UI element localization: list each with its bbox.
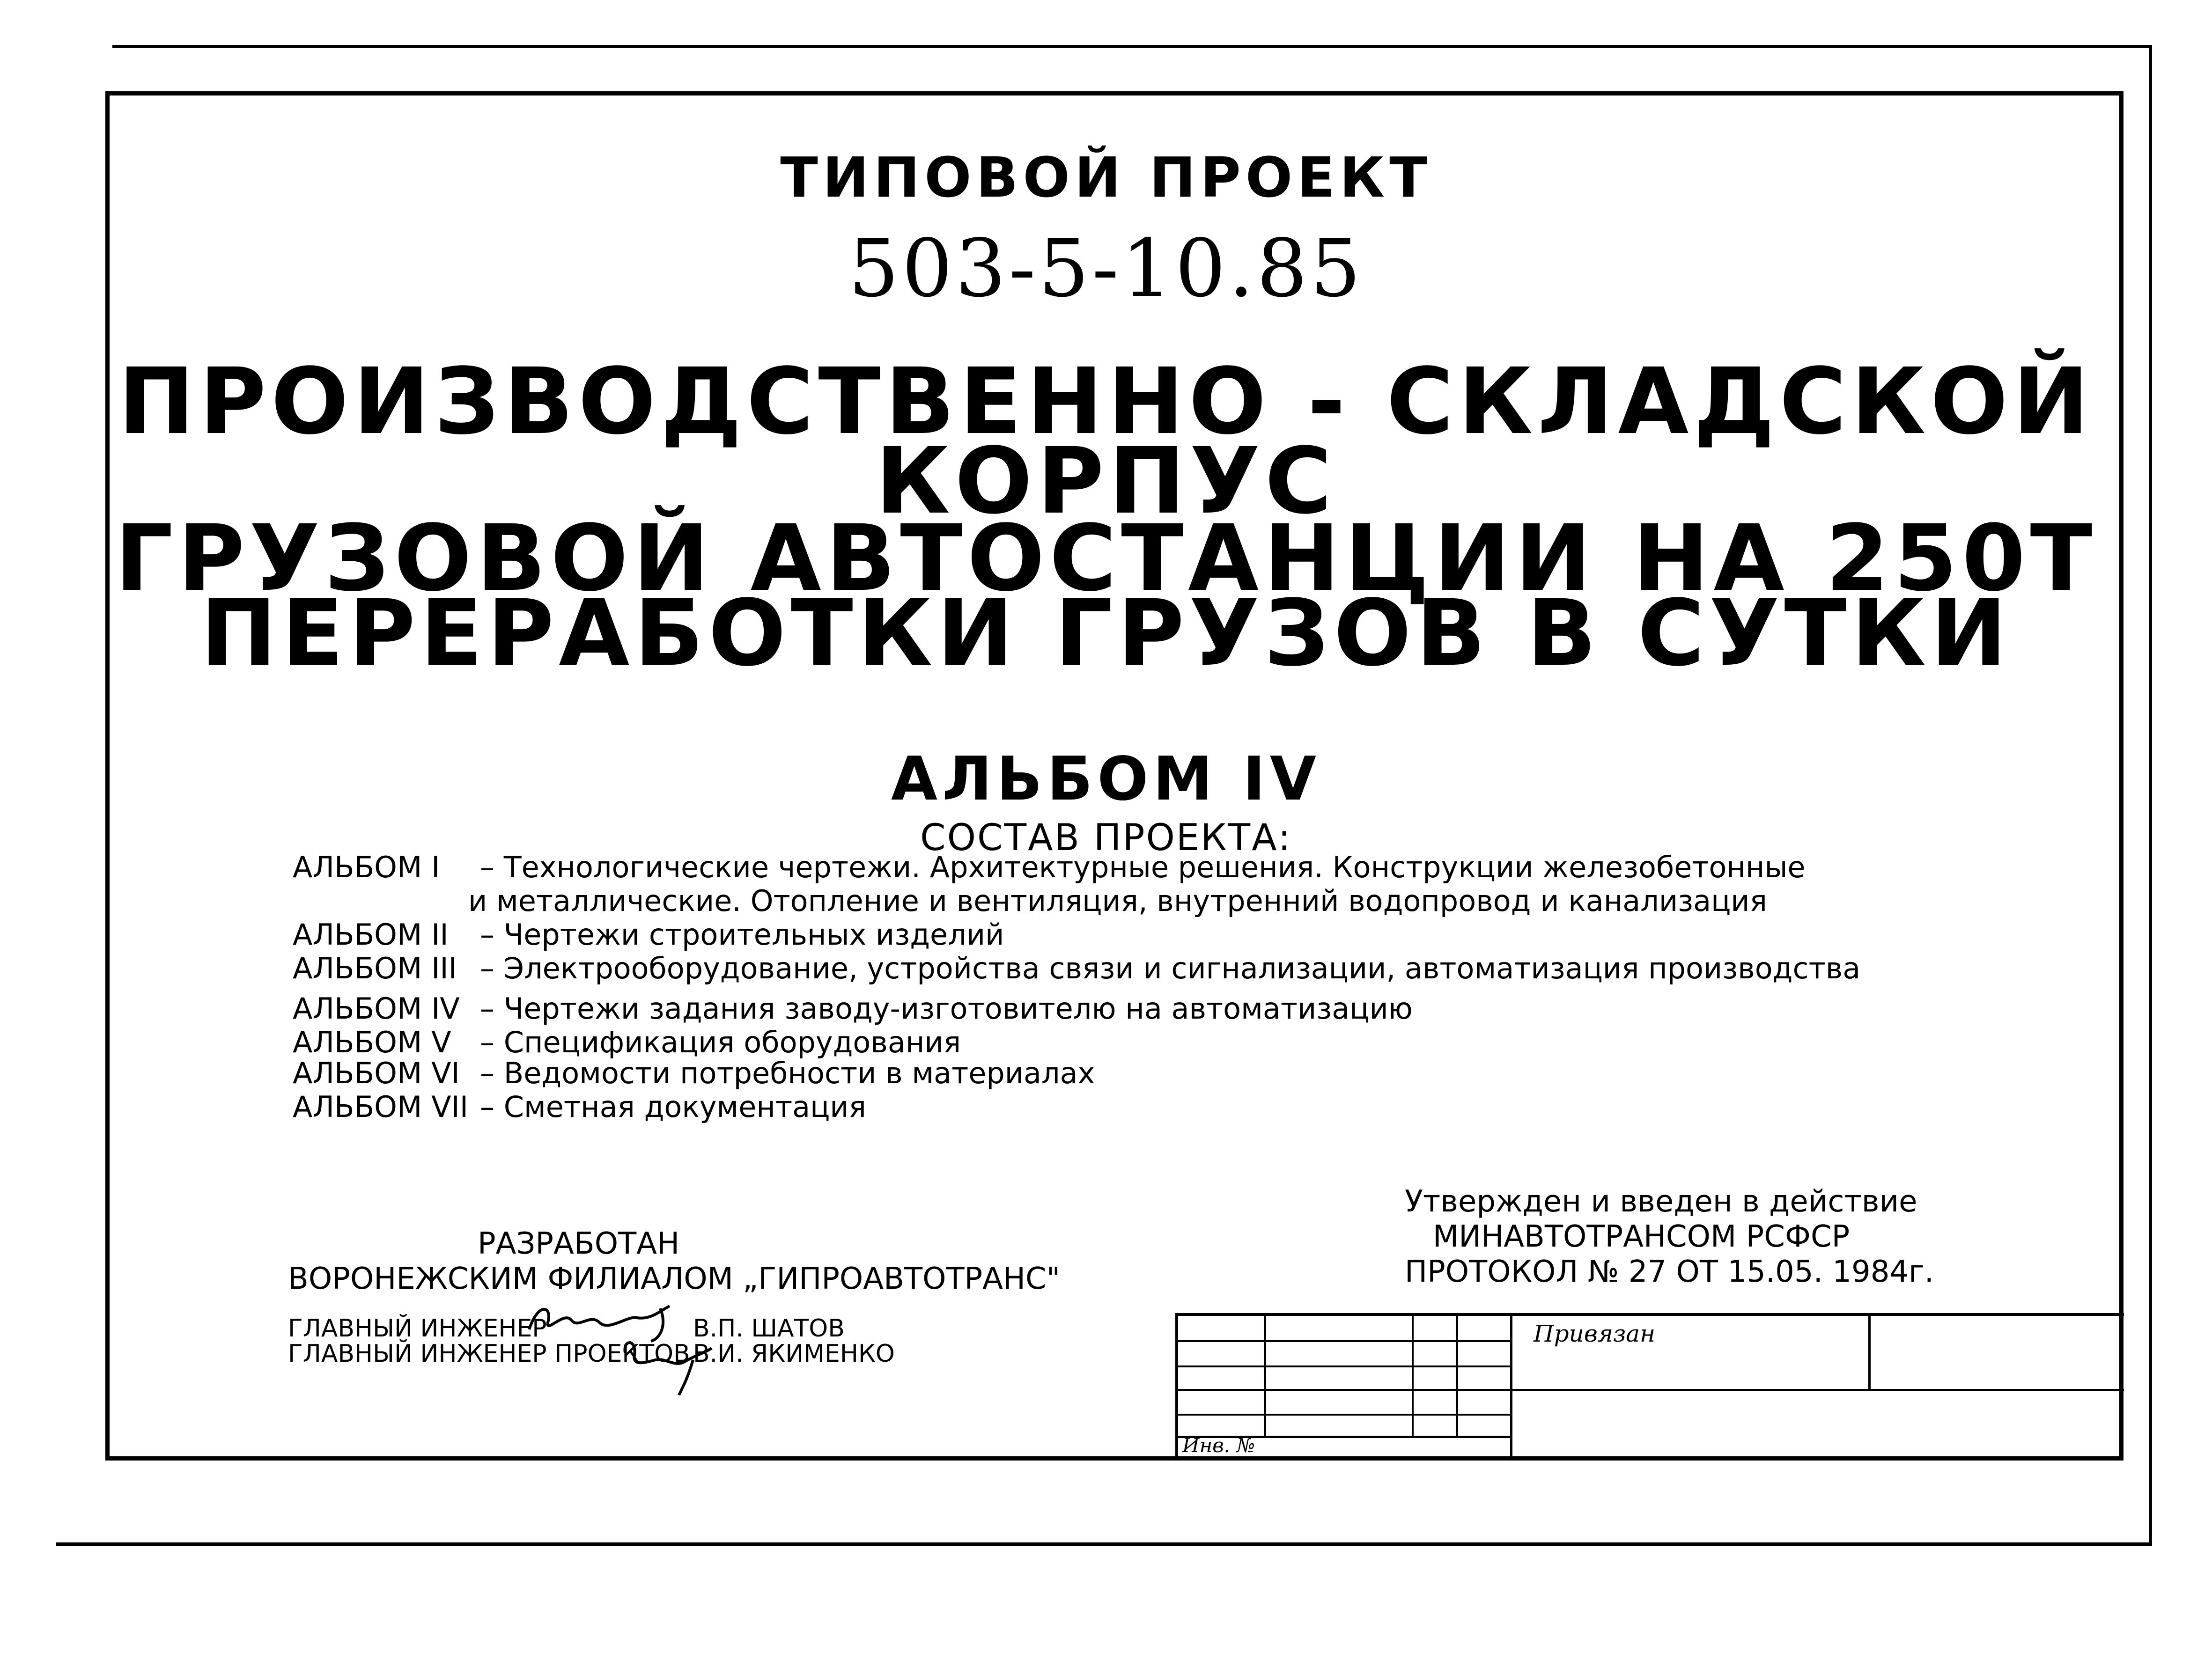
project-number: 503-5-10.85 — [848, 222, 1364, 315]
developer-heading: РАЗРАБОТАН — [478, 1226, 680, 1261]
composition-text: – Чертежи строительных изделий — [480, 918, 1004, 952]
composition-item — [293, 1090, 866, 1124]
approval-protocol: ПРОТОКОЛ № 27 ОТ 15.05. 1984г. — [1405, 1255, 1934, 1289]
composition-album: АЛЬБОМ I — [293, 850, 440, 884]
composition-album: АЛЬБОМ VI — [293, 1056, 460, 1090]
stamp-attached-label: Привязан — [1534, 1320, 1656, 1347]
stamp-inventory-label: Инв. № — [1182, 1434, 1255, 1457]
title-line-3: ГРУЗОВОЙ АВТОСТАНЦИИ НА 250Т — [115, 505, 2097, 611]
composition-album: АЛЬБОМ III — [293, 951, 457, 985]
composition-item — [293, 1025, 961, 1059]
approval-line-2: МИНАВТОТРАНСОМ РСФСР — [1433, 1219, 1850, 1254]
composition-text: – Сметная документация — [480, 1090, 866, 1124]
composition-item — [293, 850, 1806, 884]
title-line-2: КОРПУС — [875, 428, 1337, 534]
page-bottom-rule — [56, 1542, 2152, 1546]
signature-yakimenko — [618, 1334, 726, 1400]
page-top-rule — [112, 45, 2149, 48]
chief-project-engineer-name: В.И. ЯКИМЕНКО — [693, 1340, 895, 1368]
chief-project-engineer-role: ГЛАВНЫЙ ИНЖЕНЕР ПРОЕКТОВ — [288, 1340, 690, 1368]
composition-item — [293, 991, 1413, 1026]
composition-text: – Ведомости потребности в материалах — [480, 1056, 1095, 1090]
composition-heading: СОСТАВ ПРОЕКТА: — [920, 817, 1292, 859]
developer-organization: ВОРОНЕЖСКИМ ФИЛИАЛОМ „ГИПРОАВТОТРАНС" — [288, 1262, 1061, 1296]
album-title: АЛЬБОМ IV — [891, 744, 1321, 814]
composition-album: АЛЬБОМ IV — [293, 991, 460, 1026]
composition-item — [293, 951, 1861, 985]
composition-text: – Чертежи задания заводу-изготовителю на автоматизацию — [480, 991, 1413, 1026]
composition-album: АЛЬБОМ II — [293, 918, 449, 952]
composition-text: – Технологические чертежи. Архитектурные решения. Конструкции железобетонные — [480, 850, 1806, 884]
composition-item — [293, 918, 1004, 952]
chief-engineer-role: ГЛАВНЫЙ ИНЖЕНЕР — [288, 1314, 547, 1343]
title-line-4: ПЕРЕРАБОТКИ ГРУЗОВ В СУТКИ — [200, 580, 2012, 686]
composition-text: – Электрооборудование, устройства связи и сигнализации, автоматизация производства — [480, 951, 1861, 985]
approval-line-1: Утвержден и введен в действие — [1405, 1184, 1917, 1219]
composition-album: АЛЬБОМ VII — [293, 1090, 469, 1124]
chief-engineer-name: В.П. ШАТОВ — [693, 1314, 845, 1343]
composition-text: – Спецификация оборудования — [480, 1025, 961, 1059]
project-label: ТИПОВОЙ ПРОЕКТ — [780, 145, 1432, 210]
composition-text: и металлические. Отопление и вентиляция, внутренний водопровод и канализация — [468, 884, 1767, 918]
composition-item — [293, 1056, 1095, 1090]
composition-item — [468, 884, 1767, 918]
composition-album: АЛЬБОМ V — [293, 1025, 451, 1059]
title-line-1: ПРОИЗВОДСТВЕННО - СКЛАДСКОЙ — [118, 348, 2094, 455]
